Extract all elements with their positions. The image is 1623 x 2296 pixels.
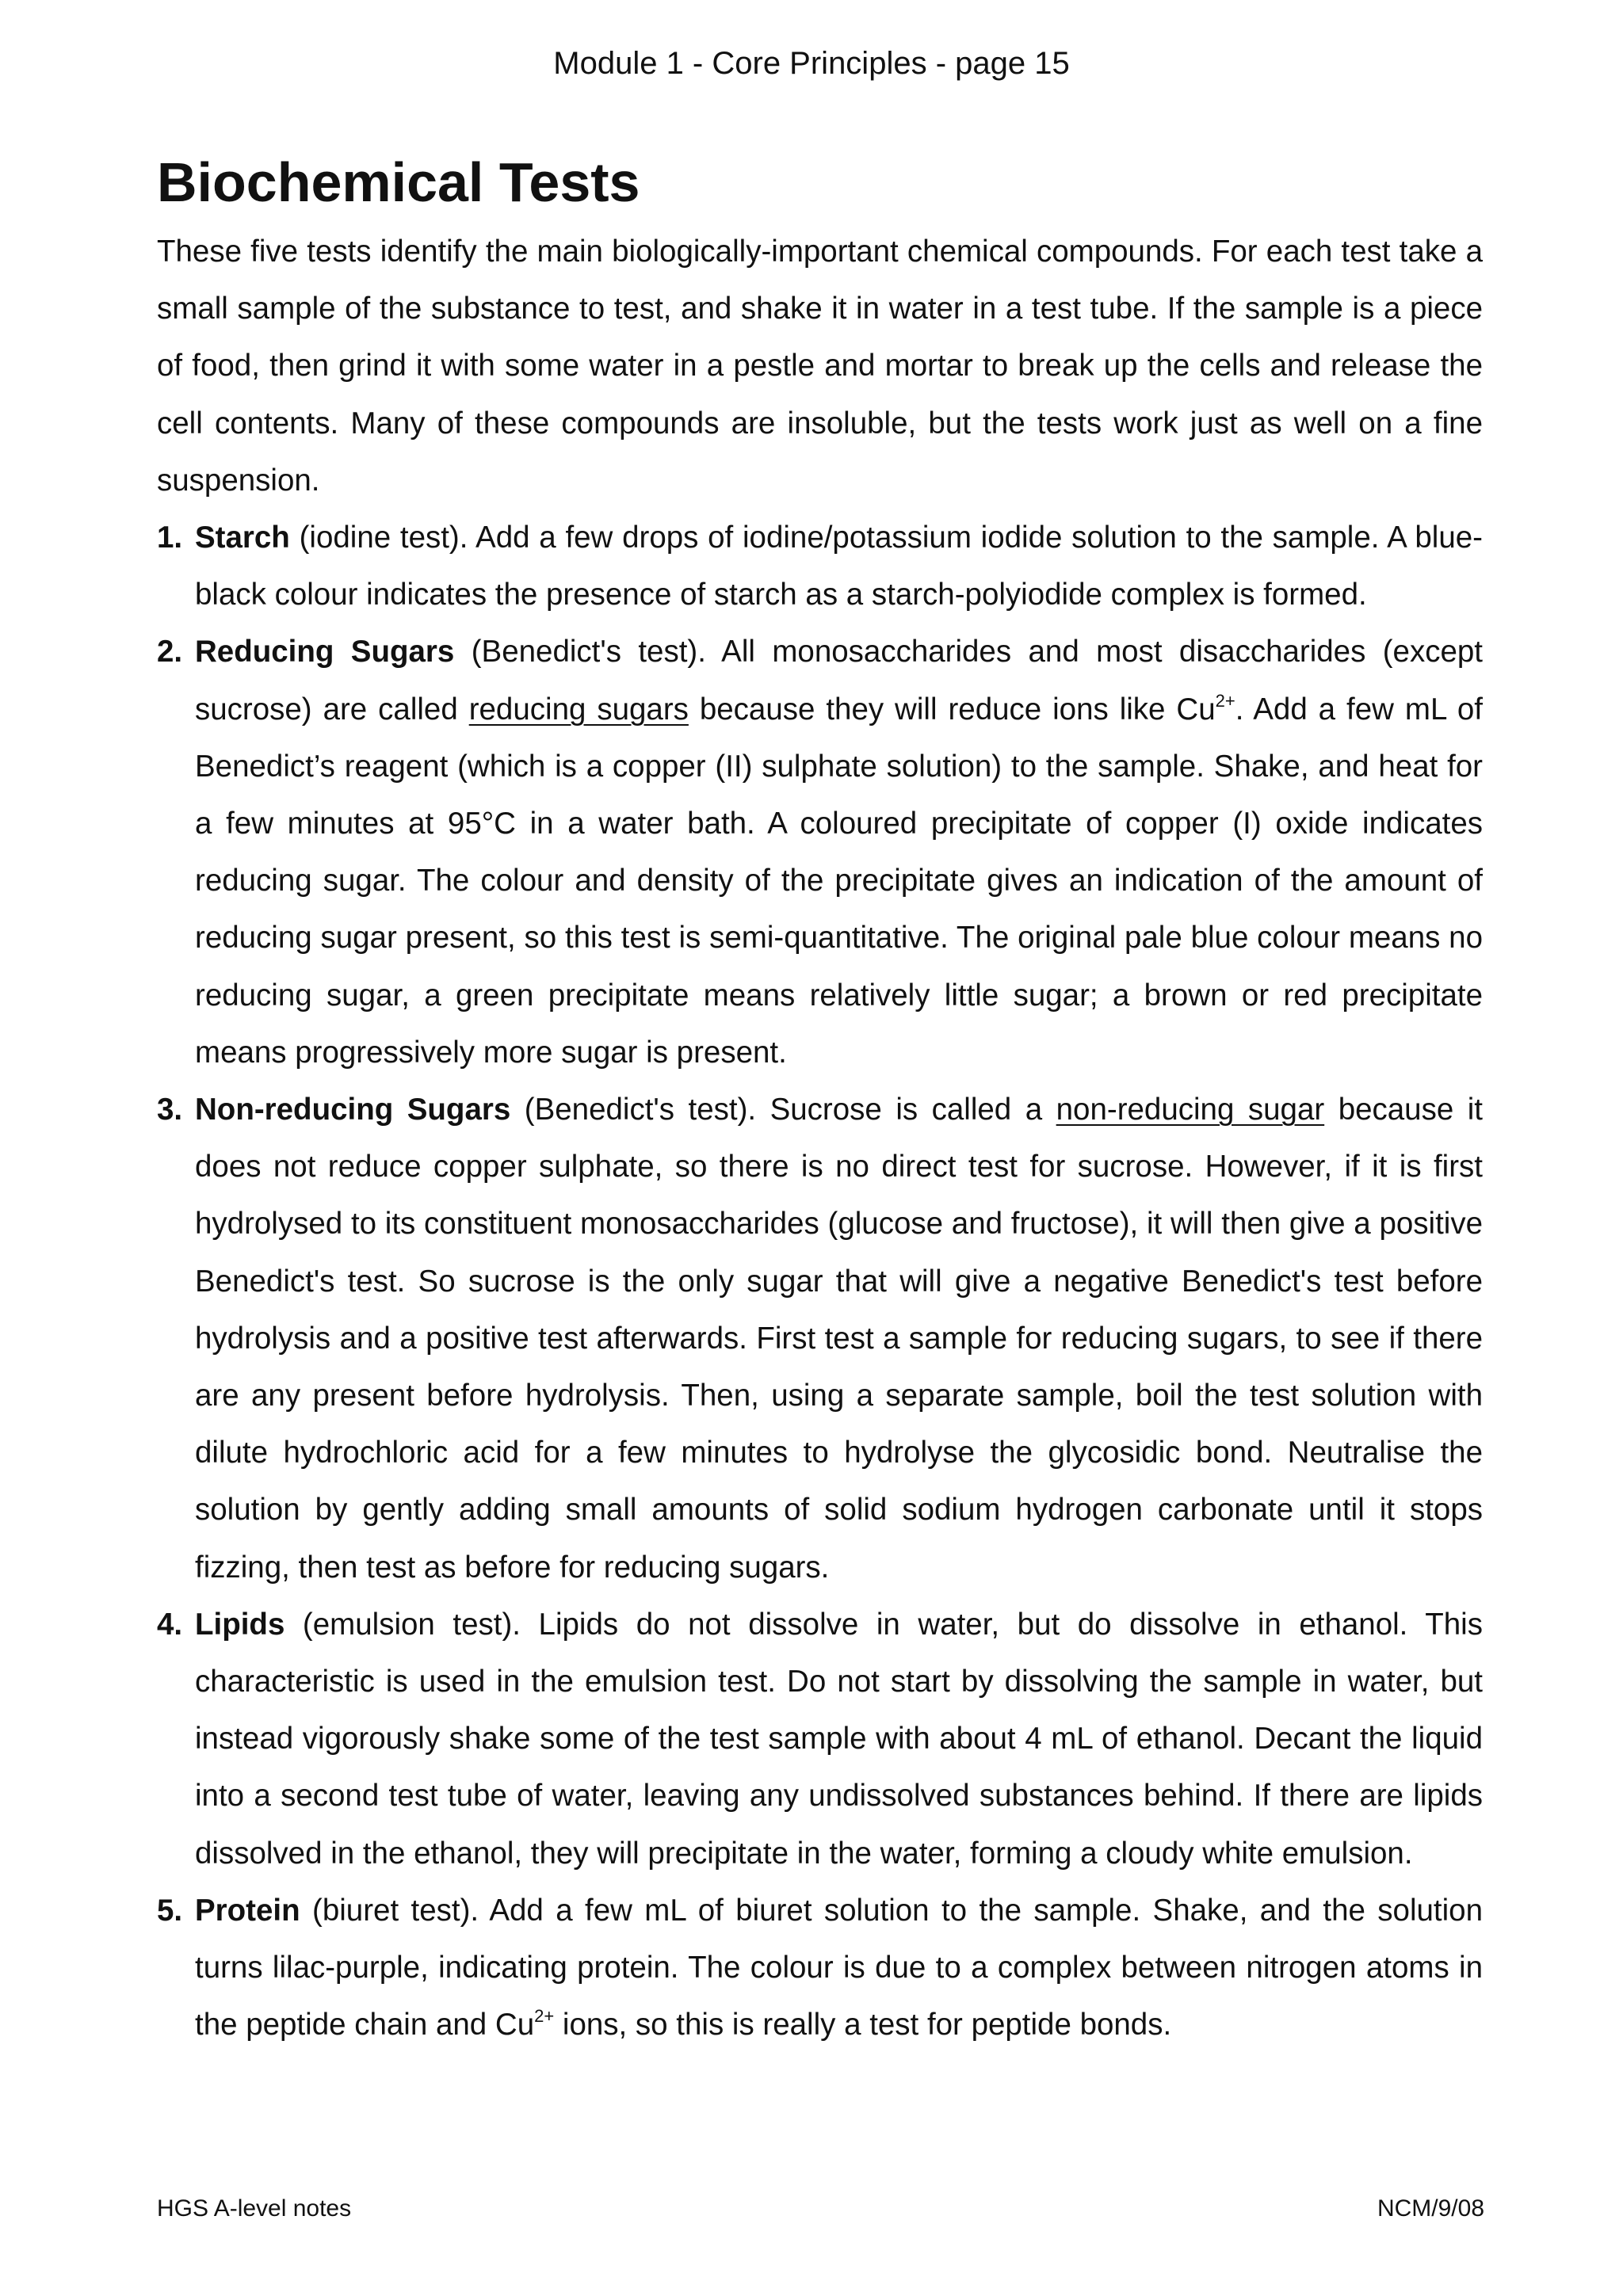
- test-description: ions, so this is really a test for peptide bonds.: [554, 2008, 1172, 2042]
- underlined-term: reducing sugars: [468, 692, 689, 727]
- test-item-starch: [157, 509, 1483, 624]
- test-item-non-reducing-sugars: [157, 1081, 1483, 1596]
- test-name: Non-reducing Sugars: [195, 1093, 511, 1127]
- superscript-charge: 2+: [1215, 690, 1235, 711]
- list-number: 4.: [157, 1607, 183, 1642]
- list-number: 3.: [157, 1093, 183, 1127]
- test-description: (Benedict's test). All monosaccharides and most disaccharides (except sucrose) are called: [195, 635, 1483, 727]
- test-name: Protein: [195, 1893, 300, 1928]
- superscript-charge: 2+: [534, 2006, 555, 2027]
- footer-left: HGS A-level notes: [157, 2195, 352, 2222]
- test-description: because it does not reduce copper sulphate, so there is no direct test for sucrose. However, if it is first hydrolysed to its constituent monosaccharides (glucose and fructose), it will then give a positive Benedict's test. So sucrose is the only sugar that will give a negative Benedict's test before hydrolysis and a positive test afterwards. First test a sample for reducing sugars, to see if there are any present before hydrolysis. Then, using a separate sample, boil the test solution with dilute hydrochloric acid for a few minutes to hydrolyse the glycosidic bond. Neutralise the solution by gently adding small amounts of solid sodium hydrogen carbonate until it stops fizzing, then test as before for reducing sugars.: [195, 1093, 1483, 1585]
- running-header: Module 1 - Core Principles - page 15: [553, 46, 1070, 81]
- test-description: . Add a few mL of Benedict’s reagent (which is a copper (II) sulphate solution) to the sample. Shake, and heat for a few minutes at 95°C in a water bath. A coloured precipitate of copper (I) oxide indicates reducing sugar. The colour and density of the precipitate gives an indication of the amount of reducing sugar present, so this test is semi-quantitative. The original pale blue colour means no reducing sugar, a green precipitate means relatively little sugar; a brown or red precipitate means progressively more sugar is present.: [195, 692, 1483, 1070]
- test-name: Starch: [195, 521, 290, 555]
- test-description: (emulsion test). Lipids do not dissolve in water, but do dissolve in ethanol. This characteristic is used in the emulsion test. Do not start by dissolving the sample in water, but instead vigorously shake some of the test sample with about 4 mL of ethanol. Decant the liquid into a second test tube of water, leaving any undissolved substances behind. If there are lipids dissolved in the ethanol, they will precipitate in the water, forming a cloudy white emulsion.: [195, 1607, 1483, 1871]
- test-description: (Benedict's test). Sucrose is called a: [510, 1093, 1056, 1127]
- page-body: [157, 223, 1483, 2054]
- test-description: because they will reduce ions like Cu: [688, 692, 1216, 727]
- test-item-reducing-sugars: [157, 624, 1483, 1081]
- underlined-term: non-reducing sugar: [1056, 1093, 1325, 1127]
- page-title: Biochemical Tests: [157, 151, 640, 213]
- test-name: Reducing Sugars: [195, 635, 455, 669]
- tests-list: [157, 509, 1483, 2054]
- test-description: (biuret test). Add a few mL of biuret solution to the sample. Shake, and the solution turns lilac-purple, indicating protein. The colour is due to a complex between nitrogen atoms in the peptide chain and Cu: [195, 1893, 1483, 2042]
- list-number: 1.: [157, 521, 183, 555]
- test-item-lipids: [157, 1596, 1483, 1882]
- intro-paragraph: These five tests identify the main biologically-important chemical compounds. For each test take a small sample of the substance to test, and shake it in water in a test tube. If the sample is a piece of food, then grind it with some water in a pestle and mortar to break up the cells and release the cell contents. Many of these compounds are insoluble, but the tests work just as well on a fine suspension.: [157, 235, 1483, 498]
- test-item-protein: [157, 1882, 1483, 2054]
- list-number: 2.: [157, 635, 183, 669]
- footer-right: NCM/9/08: [1377, 2195, 1484, 2222]
- test-name: Lipids: [195, 1607, 285, 1642]
- test-description: (iodine test). Add a few drops of iodine/potassium iodide solution to the sample. A blue-black colour indicates the presence of starch as a starch-polyiodide complex is formed.: [195, 521, 1483, 612]
- list-number: 5.: [157, 1893, 183, 1928]
